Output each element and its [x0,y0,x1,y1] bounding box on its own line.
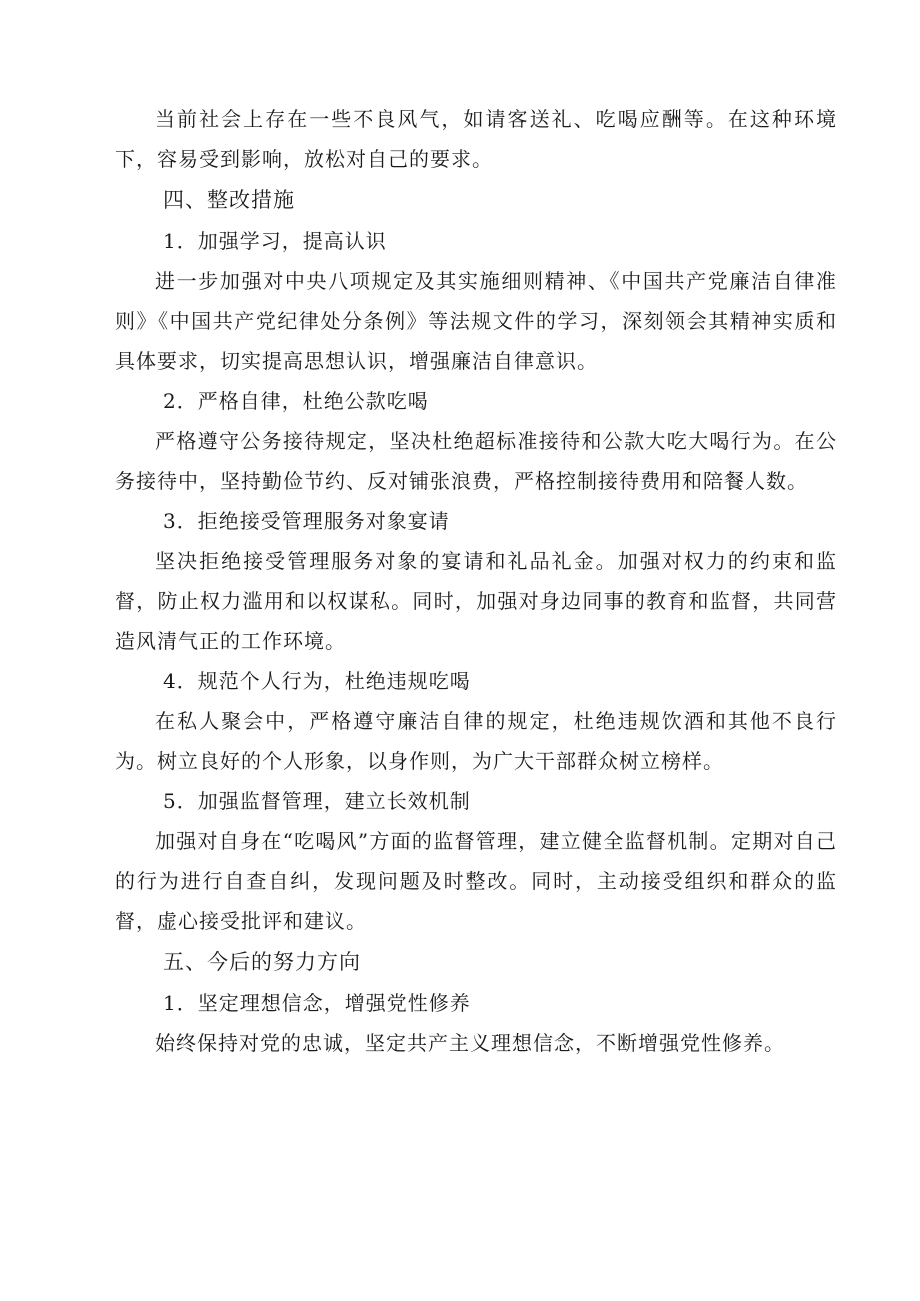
subheading-4-2: 2．严格自律，杜绝公款吃喝 [163,389,429,413]
paragraph-4-2: 严格遵守公务接待规定，坚决杜绝超标准接待和公款大吃大喝行为。在公务接待中，坚持勤俭节约、反对铺张浪费，严格控制接待费用和陪餐人数。 [115,429,837,493]
paragraph-4-4: 在私人聚会中，严格遵守廉洁自律的规定，杜绝违规饮酒和其他不良行为。树立良好的个人形象，以身作则，为广大干部群众树立榜样。 [115,709,837,773]
paragraph-4-1: 进一步加强对中央八项规定及其实施细则精神、《中国共产党廉洁自律准则》《中国共产党纪律处分条例》等法规文件的学习，深刻领会其精神实质和具体要求，切实提高思想认识，增强廉洁自律意识。 [115,269,837,373]
subheading-4-3: 3．拒绝接受管理服务对象宴请 [163,509,450,533]
paragraph-5-1: 始终保持对党的忠诚，坚定共产主义理想信念，不断增强党性修养。 [155,1031,785,1055]
section-heading-5: 五、今后的努力方向 [163,950,361,974]
subheading-4-4: 4．规范个人行为，杜绝违规吃喝 [163,669,471,693]
paragraph-4-3: 坚决拒绝接受管理服务对象的宴请和礼品礼金。加强对权力的约束和监督，防止权力滥用和以权谋私。同时，加强对身边同事的教育和监督，共同营造风清气正的工作环境。 [115,549,837,653]
subheading-4-1: 1．加强学习，提高认识 [163,229,387,253]
paragraph-intro: 当前社会上存在一些不良风气，如请客送礼、吃喝应酬等。在这种环境下，容易受到影响，放松对自己的要求。 [115,107,837,171]
subheading-5-1: 1．坚定理想信念，增强党性修养 [163,991,471,1015]
document-body [115,99,837,1063]
subheading-4-5: 5．加强监督管理，建立长效机制 [163,789,471,813]
paragraph-4-5: 加强对自身在“吃喝风”方面的监督管理，建立健全监督机制。定期对自己的行为进行自查自纠，发现问题及时整改。同时，主动接受组织和群众的监督，虚心接受批评和建议。 [115,829,837,933]
section-heading-4: 四、整改措施 [163,188,295,212]
